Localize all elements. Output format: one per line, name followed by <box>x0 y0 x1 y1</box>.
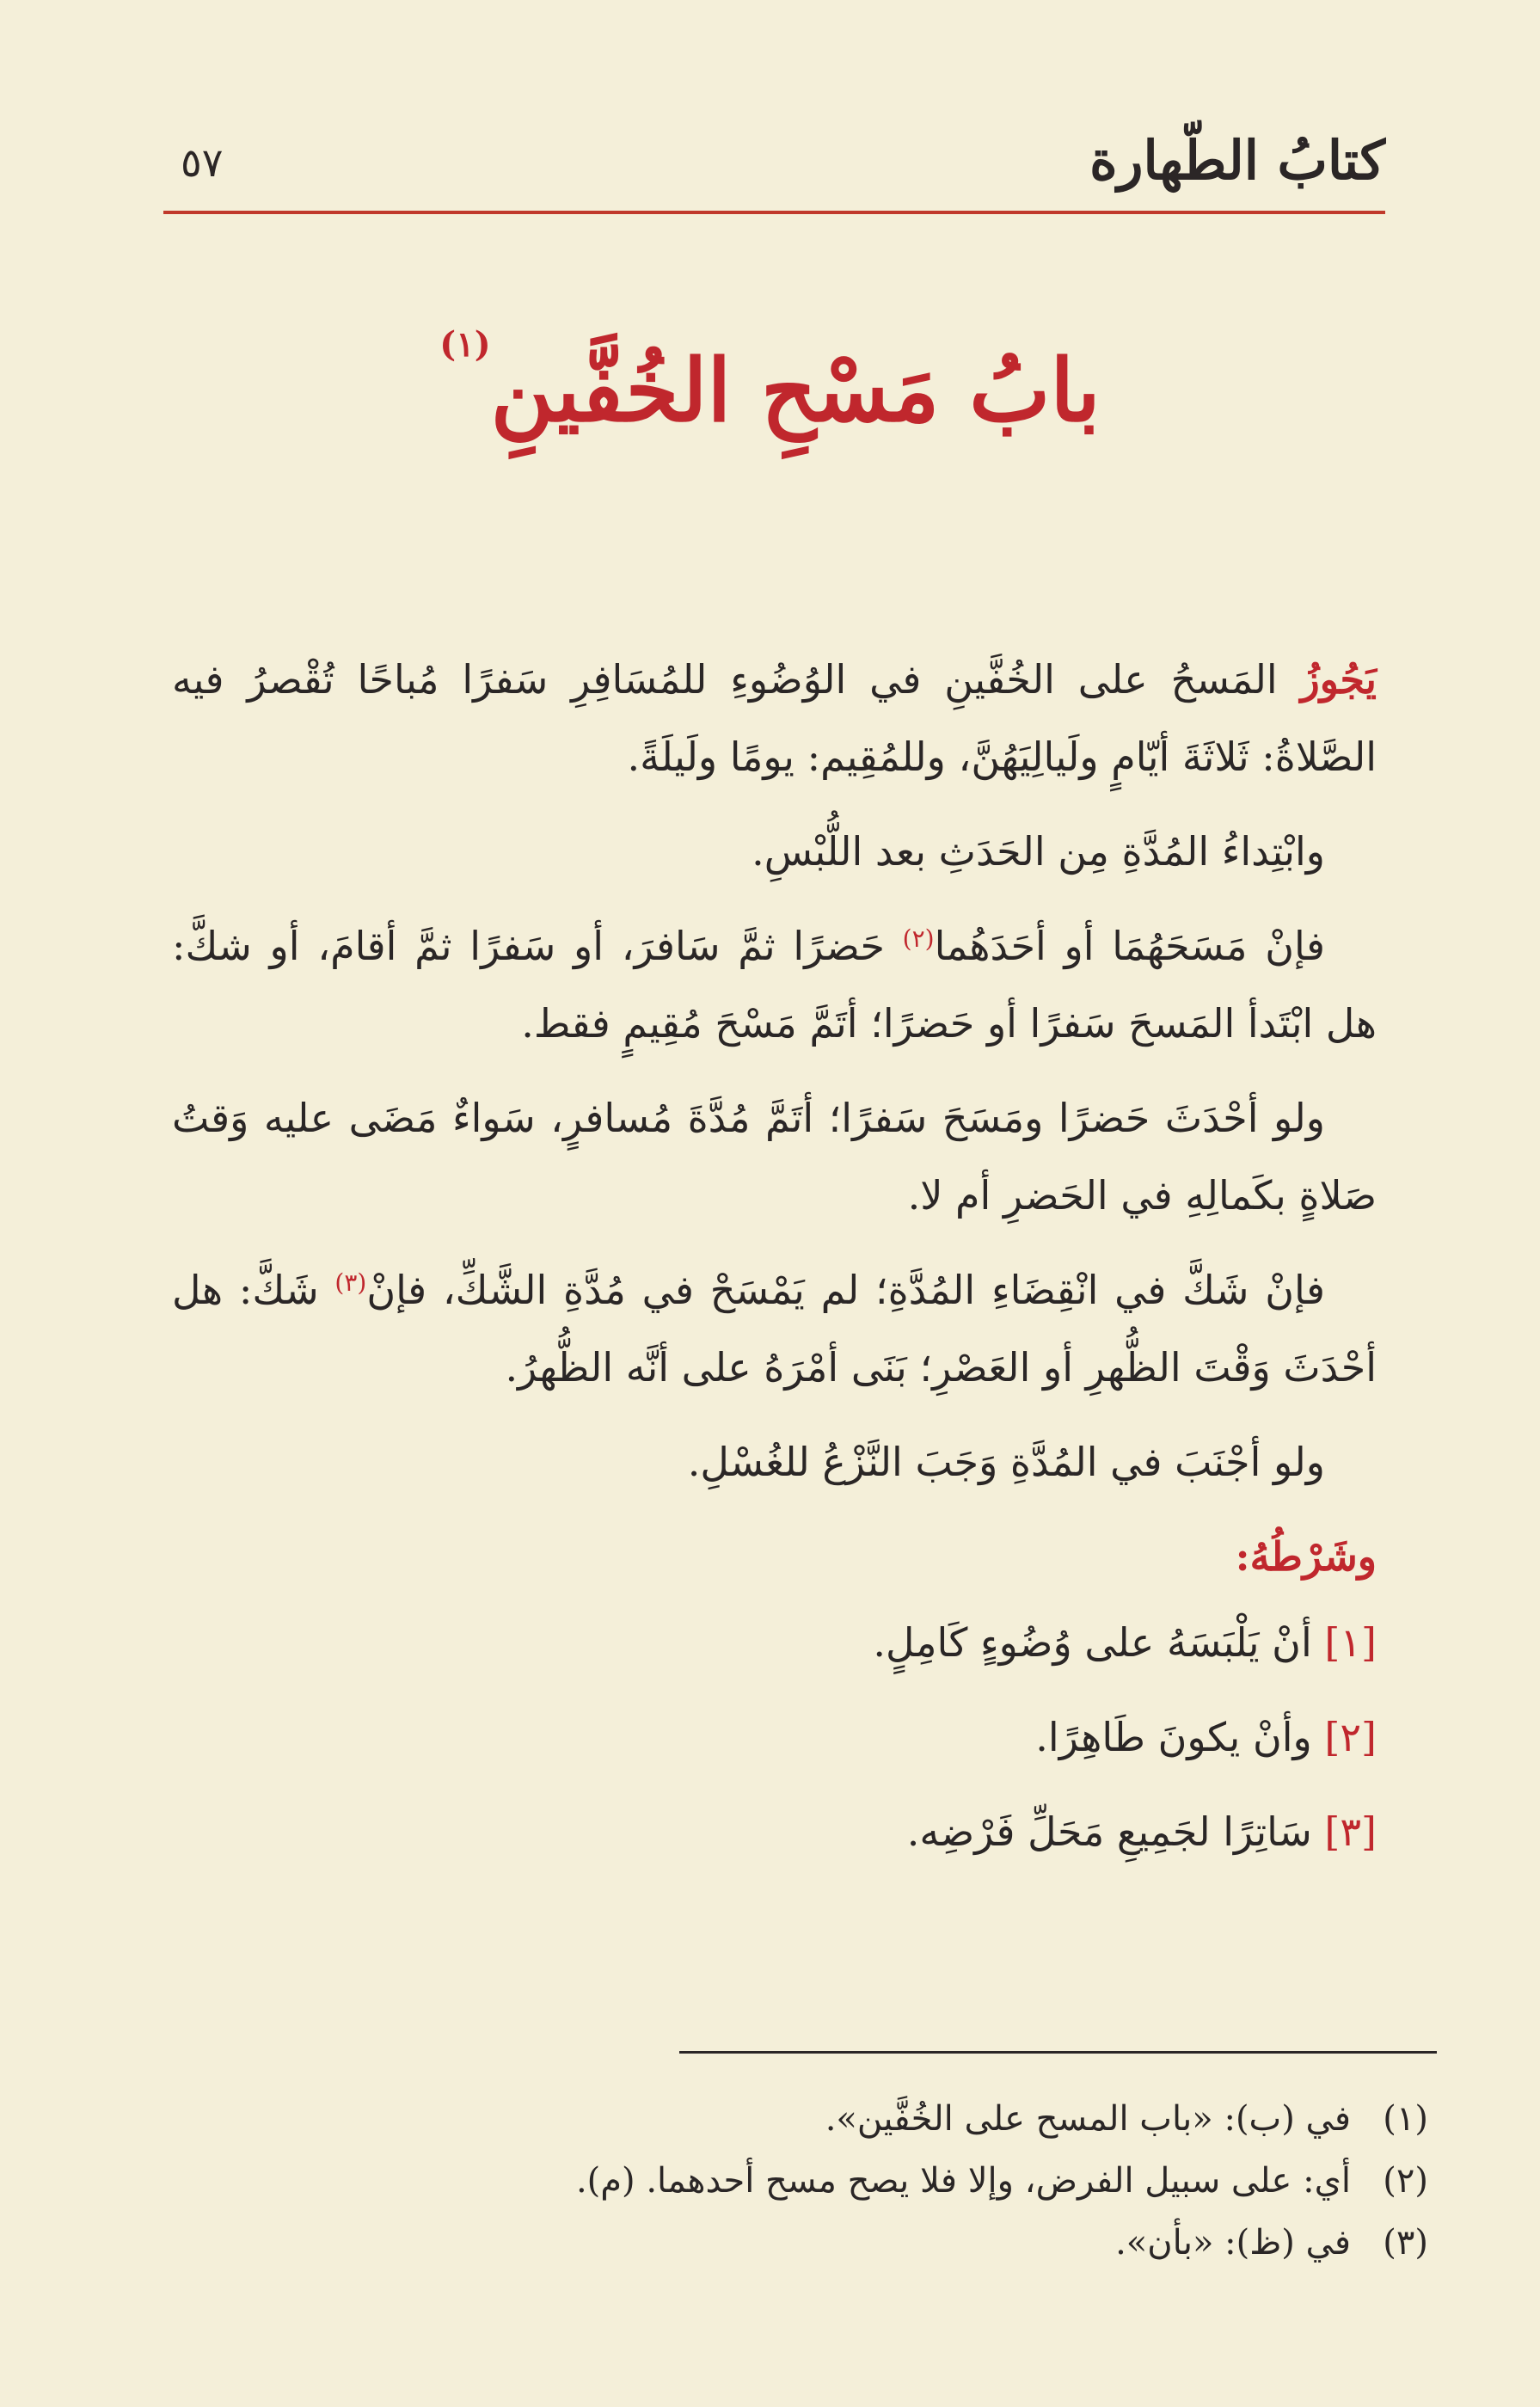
paragraph-3-text-a: فإنْ مَسَحَهُمَا أو أحَدَهُما <box>934 923 1325 969</box>
condition-text: سَاتِرًا لجَمِيعِ مَحَلِّ فَرْضِه. <box>906 1808 1312 1855</box>
conditions-heading: وشَرْطُهُ: <box>1235 1533 1377 1580</box>
condition-item <box>172 1698 1377 1776</box>
footnotes <box>172 2094 1428 2280</box>
paragraph-2: وابْتِداءُ المُدَّةِ مِن الحَدَثِ بعد اللُّبْسِ. <box>752 828 1325 875</box>
page-number: ٥٧ <box>181 139 224 186</box>
paragraph-3-text-b: حَضرًا ثمَّ سَافرَ، أو سَفرًا ثمَّ أقامَ، أو شكَّ: هل ابْتَدأ المَسحَ سَفرًا أو حَضرًا؛ أتَمَّ مَسْحَ مُقِيمٍ فقط. <box>172 923 1377 1047</box>
paragraph-lead-word: يَجُوزُ <box>1300 656 1377 703</box>
footnote-ref-3: (٣) <box>334 1268 367 1297</box>
paragraph-5 <box>172 1251 1377 1406</box>
condition-number: [٢] <box>1324 1714 1377 1760</box>
paragraph-4: ولو أحْدَثَ حَضرًا ومَسَحَ سَفرًا؛ أتَمَّ مُدَّةَ مُسافرٍ، سَواءٌ مَضَى عليه وَقتُ صَلاةٍ بكَمالِهِ في الحَضرِ أم لا. <box>172 1095 1377 1219</box>
chapter-footnote-ref: (١) <box>439 324 491 365</box>
footnote-number: (٢) <box>1383 2161 1428 2201</box>
condition-text: أنْ يَلْبَسَهُ على وُضُوءٍ كَامِلٍ. <box>873 1619 1312 1666</box>
paragraph-1-text: المَسحُ على الخُفَّينِ في الوُضُوءِ للمُسَافِرِ سَفرًا مُباحًا تُقْصرُ فيه الصَّلاةُ: ثَلاثَةَ أيّامٍ ولَيالِيَهُنَّ، وللمُقِيم: يومًا ولَيلَةً. <box>172 656 1377 780</box>
footnote-text: في (ظ): «بأن». <box>1115 2223 1351 2263</box>
chapter-title <box>0 324 1540 441</box>
footnote <box>172 2218 1428 2268</box>
paragraph-5-text-b: شَكَّ: هل أحْدَثَ وَقْتَ الظُّهرِ أو العَصْرِ؛ بَنَى أمْرَهُ على أنَّه الظُّهرُ. <box>172 1267 1377 1391</box>
paragraph-1 <box>172 641 1377 795</box>
page-header <box>163 129 1385 198</box>
paragraph-6: ولو أجْنَبَ في المُدَّةِ وَجَبَ النَّزْعُ للغُسْلِ. <box>687 1439 1325 1485</box>
condition-item <box>172 1604 1377 1681</box>
footnote <box>172 2094 1428 2144</box>
footnote-number: (١) <box>1383 2099 1428 2139</box>
paragraph-5-text-a: فإنْ شَكَّ في انْقِضَاءِ المُدَّةِ؛ لم يَمْسَحْ في مُدَّةِ الشَّكِّ، فإنْ <box>366 1267 1325 1313</box>
running-title: كتابُ الطّهارة <box>1089 129 1385 192</box>
footnote-divider <box>679 2051 1437 2054</box>
condition-number: [٣] <box>1324 1808 1377 1855</box>
body-text <box>172 641 1377 1888</box>
footnote-number: (٣) <box>1383 2223 1428 2263</box>
footnote-text: أي: على سبيل الفرض، وإلا فلا يصح مسح أحدهما. (م). <box>575 2161 1351 2201</box>
footnote-text: في (ب): «باب المسح على الخُفَّين». <box>825 2099 1351 2139</box>
condition-text: وأنْ يكونَ طَاهِرًا. <box>1035 1714 1312 1760</box>
condition-item <box>172 1793 1377 1870</box>
header-divider <box>163 211 1385 214</box>
paragraph-3 <box>172 907 1377 1062</box>
footnote <box>172 2156 1428 2206</box>
footnote-ref-2: (٢) <box>902 924 935 953</box>
chapter-title-text: بابُ مَسْحِ الخُفَّينِ <box>490 340 1101 441</box>
condition-number: [١] <box>1324 1619 1377 1666</box>
